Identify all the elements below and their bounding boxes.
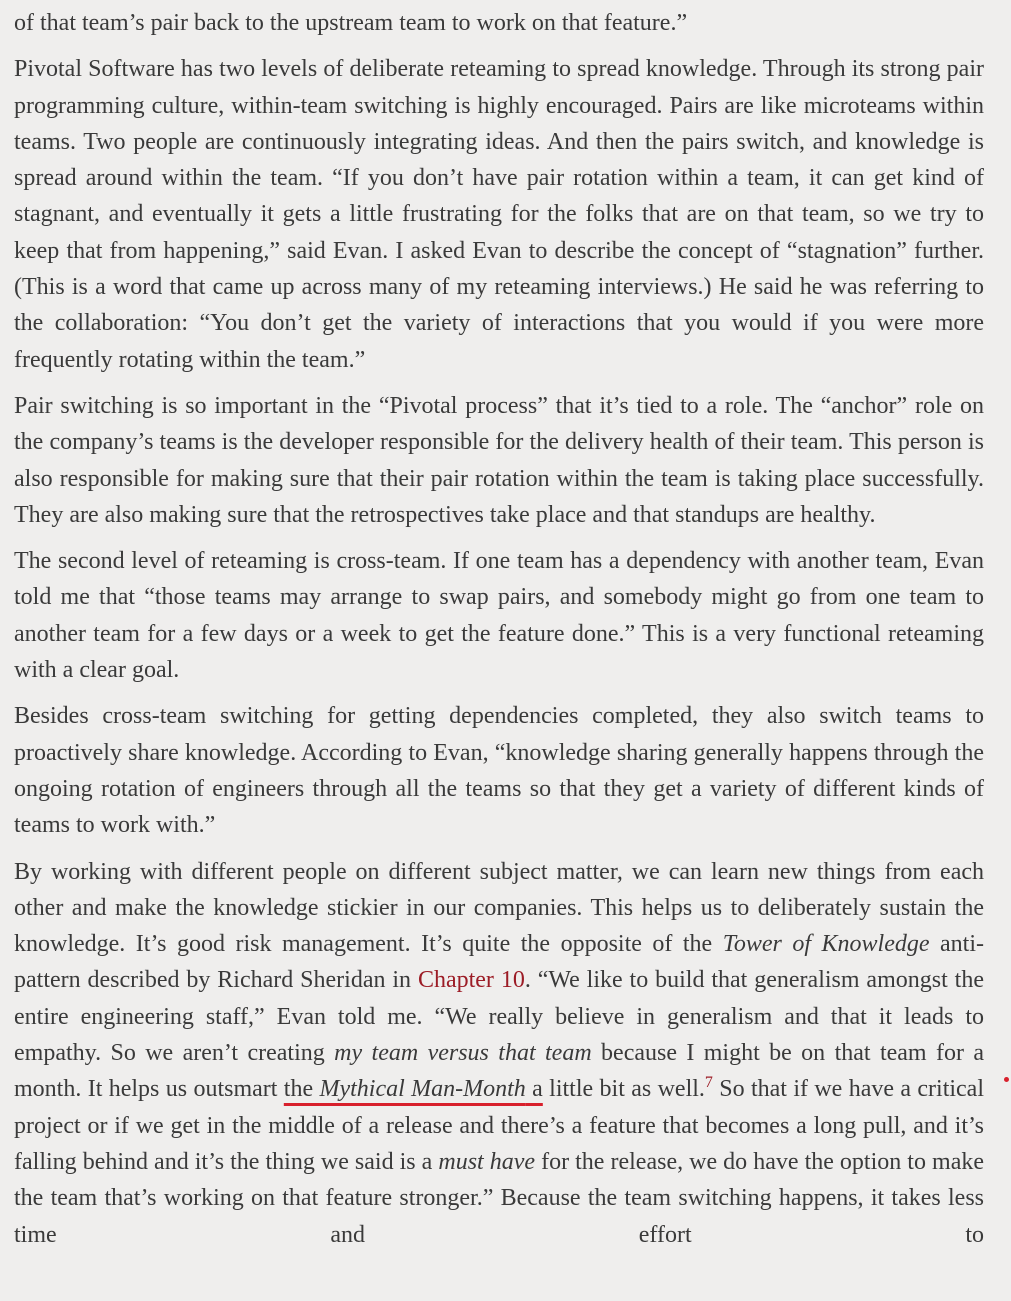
page-content bbox=[14, 5, 984, 1263]
p5-text-7: for the release, we do have the option to make the team that’s working on that feature stronger.” Because the team switching happens, it takes less time and effort to bbox=[14, 1148, 984, 1248]
p5-text-3: . “We like to build that generalism amongst the entire engineering staff,” Evan told me. “We really believe in generalism and that it leads to empathy. So we aren’t creating bbox=[14, 967, 984, 1067]
must-have-term: must have bbox=[438, 1148, 536, 1175]
p5-text-2: anti-pattern described by Richard Sheridan in bbox=[14, 931, 984, 994]
p5-text-1: By working with different people on different subject matter, we can learn new things from each other and make the knowledge stickier in our companies. This helps us to deliberately sustain the knowledge. It’s good risk management. It’s quite the opposite of the bbox=[14, 858, 984, 958]
highlight-text-a: a bbox=[525, 1076, 543, 1103]
annotation-margin-marker[interactable] bbox=[1004, 1077, 1009, 1082]
paragraph-5 bbox=[14, 854, 984, 1253]
p2-text: Pair switching is so important in the “Pivotal process” that it’s tied to a role. The “anchor” role on the company’s teams is the developer responsible for the delivery health of their team. This person is also responsible for making sure that their pair rotation within the team is taking place successfully. They are also making sure that the retrospectives take place and that standups are healthy. bbox=[14, 392, 984, 528]
paragraph-1 bbox=[14, 51, 984, 378]
p5-text-4: because I might be on that team for a month. It helps us outsmart bbox=[14, 1040, 984, 1103]
p5-text-6: So that if we have a critical project or if we get in the middle of a release and there’s a feature that becomes a long pull, and it’s falling behind and it’s the thing we said is a bbox=[14, 1076, 984, 1175]
highlight-text-the: the bbox=[283, 1076, 320, 1103]
p5-text-5: little bit as well. bbox=[542, 1076, 705, 1103]
paragraph-3 bbox=[14, 543, 984, 688]
chapter-10-link[interactable]: Chapter 10 bbox=[417, 967, 525, 994]
p3-text: The second level of reteaming is cross-team. If one team has a dependency with another team, Evan told me that “those teams may arrange to swap pairs, and somebody might go from one team to another team for a few days or a week to get the feature done.” This is a very functional reteaming with a clear goal. bbox=[14, 548, 984, 684]
mythical-man-month-title: Mythical Man-Month bbox=[319, 1076, 526, 1103]
paragraph-0 bbox=[14, 5, 984, 41]
footnote-7-link[interactable]: 7 bbox=[704, 1074, 713, 1092]
paragraph-4 bbox=[14, 698, 984, 843]
p0-text: of that team’s pair back to the upstream team to work on that feature.” bbox=[14, 10, 688, 36]
p1-text: Pivotal Software has two levels of deliberate reteaming to spread knowledge. Through its strong pair programming culture, within-team switching is highly encouraged. Pairs are like microteams within teams. Two people are continuously integrating ideas. And then the pairs switch, and knowledge is spread around within the team. “If you don’t have pair rotation within a team, it can get kind of stagnant, and eventually it gets a little frustrating for the folks that are on that team, so we try to keep that from happening,” said Evan. I asked Evan to describe the concept of “stagnation” further. (This is a word that came up across many of my reteaming interviews.) He said he was referring to the collaboration: “You don’t get the variety of interactions that you would if you were more frequently rotating within the team.” bbox=[14, 56, 984, 373]
tower-of-knowledge-term: Tower of Knowledge bbox=[722, 931, 930, 958]
p4-text: Besides cross-team switching for getting dependencies completed, they also switch teams to proactively share knowledge. According to Evan, “knowledge sharing generally happens through the ongoing rotation of engineers through all the teams so that they get a variety of different kinds of teams to work with.” bbox=[14, 703, 984, 839]
paragraph-2 bbox=[14, 388, 984, 533]
team-versus-team-term: my team versus that team bbox=[334, 1040, 592, 1067]
highlight-annotation[interactable] bbox=[284, 1076, 543, 1102]
